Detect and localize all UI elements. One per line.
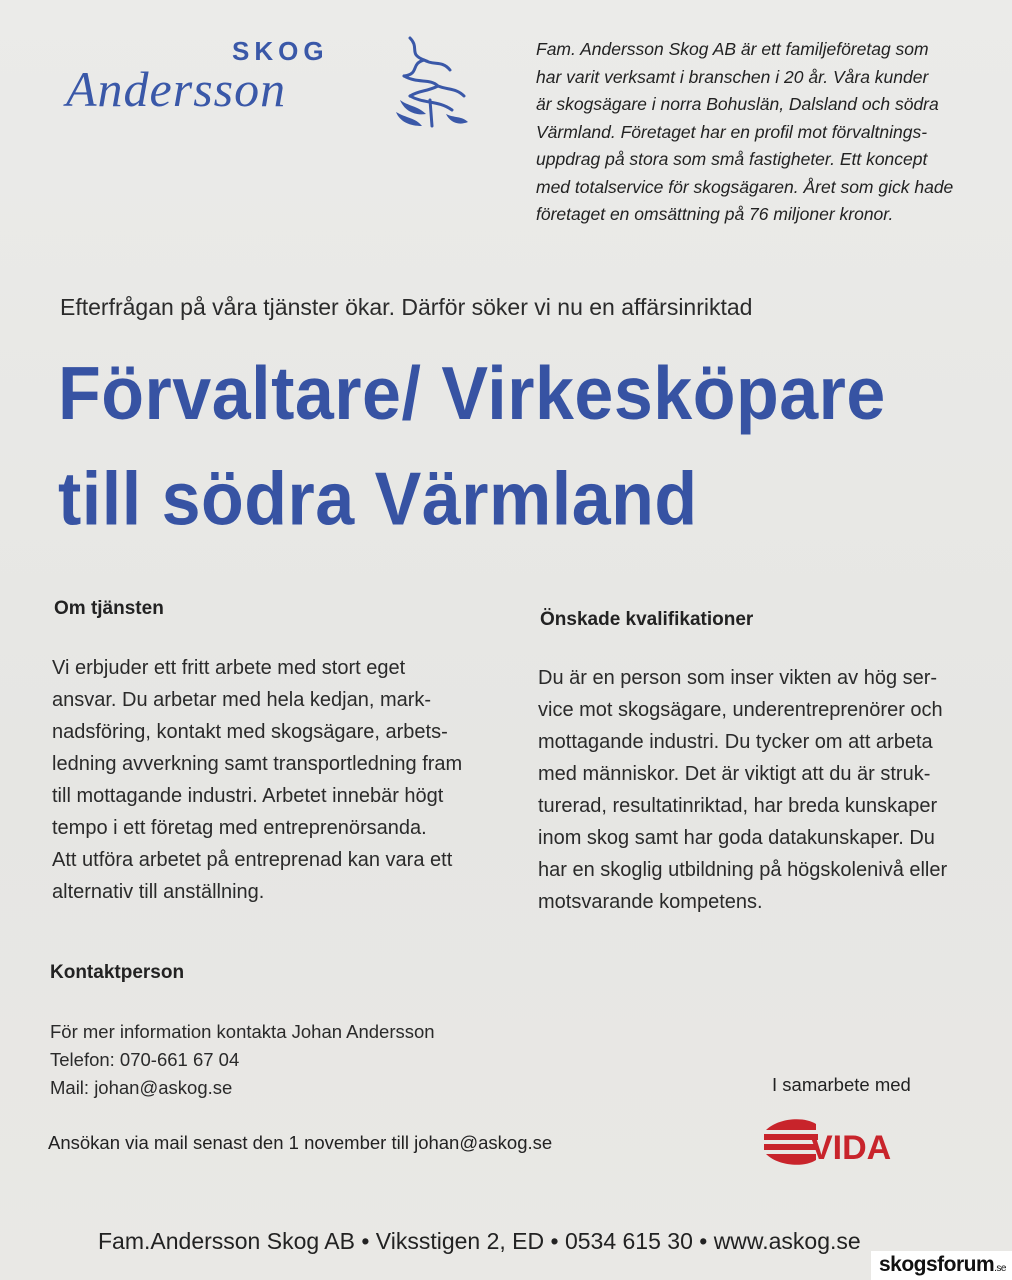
vida-logo-text: VIDA	[810, 1129, 892, 1167]
partner-label: I samarbete med	[772, 1074, 911, 1095]
qualifications-line: har en skoglig utbildning på högskolenivå eller	[538, 859, 948, 881]
intro-line: har varit verksamt i branschen i 20 år. Våra kunder	[536, 66, 929, 87]
about-line: Att utföra arbetet på entreprenad kan vara ett	[52, 849, 453, 871]
qualifications-line: motsvarande kompetens.	[538, 891, 763, 913]
logo-name-text: Andersson	[66, 61, 287, 117]
about-heading: Om tjänsten	[54, 598, 164, 619]
footer-address: Fam.Andersson Skog AB • Viksstigen 2, ED • 0534 615 30 • www.askog.se	[98, 1228, 861, 1254]
intro-line: Fam. Andersson Skog AB är ett familjeföretag som	[536, 39, 929, 59]
about-line: till mottagande industri. Arbetet innebär högt	[52, 785, 444, 807]
contact-info: För mer information kontakta Johan Andersson	[50, 1021, 435, 1042]
skogsforum-watermark	[871, 1251, 1012, 1280]
intro-line: uppdrag på stora som små fastigheter. Ett koncept	[536, 149, 928, 169]
qualifications-line: vice mot skogsägare, underentreprenörer och	[538, 699, 943, 721]
contact-mail: Mail: johan@askog.se	[50, 1077, 233, 1098]
about-line: tempo i ett företag med entreprenörsanda.	[52, 817, 427, 839]
qualifications-heading: Önskade kvalifikationer	[540, 609, 754, 630]
intro-line: med totalservice för skogsägaren. Året som gick hade	[536, 176, 954, 197]
contact-details	[50, 1018, 435, 1102]
job-title-headline	[58, 340, 1008, 552]
intro-line: Värmland. Företaget har en profil mot förvaltnings-	[536, 121, 928, 142]
qualifications-line: Du är en person som inser vikten av hög ser-	[538, 667, 938, 689]
tree-icon	[390, 30, 470, 130]
about-line: Vi erbjuder ett fritt arbete med stort eget	[52, 657, 406, 679]
company-intro	[536, 36, 976, 229]
watermark-suffix: .se	[994, 1263, 1006, 1274]
contact-heading: Kontaktperson	[50, 962, 185, 983]
intro-line: företaget en omsättning på 76 miljoner kronor.	[536, 204, 894, 224]
qualifications-body	[538, 662, 947, 918]
qualifications-line: mottagande industri. Du tycker om att arbeta	[538, 731, 933, 753]
about-line: ansvar. Du arbetar med hela kedjan, mark-	[52, 689, 432, 711]
vida-logo	[764, 1112, 924, 1172]
qualifications-line: inom skog samt har goda datakunskaper. Du	[538, 827, 935, 849]
about-body	[52, 652, 462, 908]
qualifications-line: med människor. Det är viktigt att du är struk-	[538, 763, 931, 785]
intro-line: är skogsägare i norra Bohuslän, Dalsland och södra	[536, 94, 939, 114]
about-line: alternativ till anställning.	[52, 881, 265, 903]
application-deadline: Ansökan via mail senast den 1 november till johan@askog.se	[48, 1132, 553, 1153]
andersson-skog-logo	[62, 30, 482, 140]
qualifications-line: turerad, resultatinriktad, har breda kunskaper	[538, 795, 938, 817]
headline-line-2: till södra Värmland	[58, 456, 698, 541]
lead-text: Efterfrågan på våra tjänster ökar. Därför söker vi nu en affärsinriktad	[60, 294, 753, 320]
watermark-name: skogsforum	[878, 1253, 995, 1276]
logo-skog-text: SKOG	[232, 36, 329, 66]
about-line: ledning avverkning samt transportledning fram	[52, 753, 463, 775]
headline-line-1: Förvaltare/ Virkesköpare	[58, 350, 886, 436]
contact-phone: Telefon: 070-661 67 04	[50, 1049, 240, 1070]
about-line: nadsföring, kontakt med skogsägare, arbets-	[52, 721, 448, 743]
